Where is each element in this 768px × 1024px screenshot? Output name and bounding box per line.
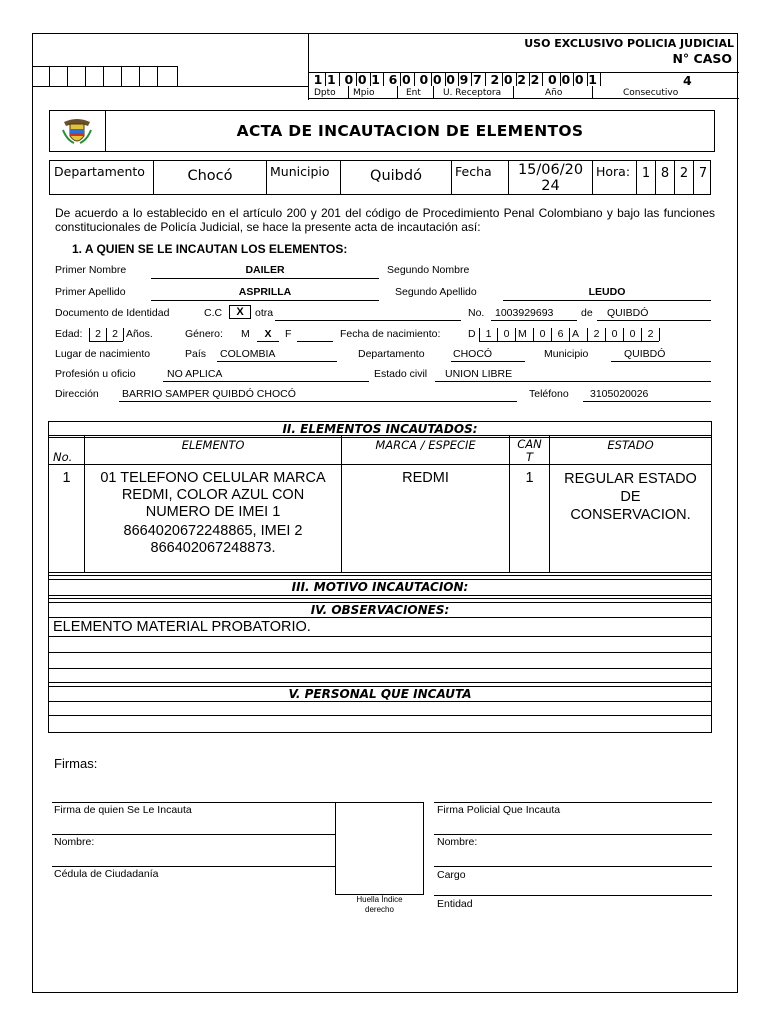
genero-f-label: F xyxy=(285,328,292,340)
primer-apellido-value: ASPRILLA xyxy=(238,286,292,298)
huella-label: Huella Índice derecho xyxy=(356,895,403,914)
case-digit: 2 xyxy=(490,72,500,87)
section5-title: V. PERSONAL QUE INCAUTA xyxy=(288,687,472,701)
case-digit: 0 xyxy=(344,72,354,87)
location-row xyxy=(49,160,711,195)
lugar-departamento-label: Departamento xyxy=(358,348,425,360)
segundo-nombre-label: Segundo Nombre xyxy=(387,264,470,276)
case-digit: 0 xyxy=(548,72,557,87)
documento-label: Documento de Identidad xyxy=(55,307,170,319)
cedula-incautado-label: Cédula de Ciudadanía xyxy=(54,868,159,880)
fecha-nacimiento-digit: 2 xyxy=(593,328,600,340)
case-digit: 0 xyxy=(402,72,411,87)
primer-nombre-label: Primer Nombre xyxy=(55,264,127,276)
dia-label: D xyxy=(468,328,476,340)
primer-nombre-value: DAILER xyxy=(245,264,285,276)
case-digit: 0 xyxy=(432,72,442,87)
documento-numero: 1003929693 xyxy=(495,307,554,319)
anio-code-label: Año xyxy=(545,88,563,98)
direccion-value: BARRIO SAMPER QUIBDÓ CHOCÓ xyxy=(122,388,296,400)
fecha-value: 15/06/20 24 xyxy=(517,162,584,194)
telefono-label: Teléfono xyxy=(529,388,569,400)
case-digit: 0 xyxy=(446,72,455,87)
case-digit: 7 xyxy=(473,72,482,87)
profesion-label: Profesión u oficio xyxy=(55,368,136,380)
huella-box xyxy=(335,802,424,895)
form-page xyxy=(32,33,738,993)
lugar-municipio-label: Municipio xyxy=(544,348,589,360)
fecha-nacimiento-digit: 2 xyxy=(647,328,654,340)
genero-mark: X xyxy=(264,328,272,340)
pais-value: COLOMBIA xyxy=(220,348,276,360)
fecha-nacimiento-digit: 0 xyxy=(629,328,636,340)
case-digit: 1 xyxy=(313,72,323,87)
cc-checkbox: X xyxy=(229,305,251,319)
case-digit: 2 xyxy=(530,72,540,87)
fecha-nacimiento-part-label: M xyxy=(518,328,527,340)
section4-title: IV. OBSERVACIONES: xyxy=(310,603,450,617)
hora-digit: 8 xyxy=(660,166,670,181)
row-marca: REDMI xyxy=(402,470,449,486)
departamento-value: Chocó xyxy=(187,168,233,184)
observaciones-text: ELEMENTO MATERIAL PROBATORIO. xyxy=(53,619,311,635)
case-digit: 1 xyxy=(588,72,597,87)
row-elemento: 01 TELEFONO CELULAR MARCA REDMI, COLOR AZUL CON NUMERO DE IMEI 1 8664020672248865, IMEI 2 866402067248873. xyxy=(100,470,326,556)
pais-label: País xyxy=(185,348,207,360)
lugar-nacimiento-label: Lugar de nacimiento xyxy=(55,348,151,360)
departamento-label: Departamento xyxy=(54,164,145,179)
de-label: de xyxy=(581,307,593,319)
estado-civil-value: UNION LIBRE xyxy=(445,368,513,380)
hora-digit: 2 xyxy=(679,166,689,181)
fecha-nacimiento-digit: 1 xyxy=(485,328,492,340)
telefono-value: 3105020026 xyxy=(590,388,649,400)
section1-title: 1. A QUIEN SE LE INCAUTAN LOS ELEMENTOS: xyxy=(72,242,348,256)
documento-expedicion: QUIBDÓ xyxy=(607,307,649,319)
case-digit: 9 xyxy=(459,72,469,87)
case-digit: 6 xyxy=(388,72,398,87)
nombre-policial-label: Nombre: xyxy=(437,836,478,848)
intro-paragraph: De acuerdo a lo establecido en el artículo 200 y 201 del código de Procedimiento Penal Colombiano y bajo las funciones constitucionales de Policía Judicial, se hace la presente acta de incautación así: xyxy=(55,206,715,234)
no-label: No. xyxy=(468,307,485,319)
edad-label: Edad: xyxy=(55,328,83,340)
fecha-label: Fecha xyxy=(455,164,492,179)
genero-m-label: M xyxy=(241,328,250,340)
case-digit: 0 xyxy=(503,72,513,87)
title-box xyxy=(49,110,715,152)
lugar-departamento-value: CHOCÓ xyxy=(453,348,493,360)
case-digit: 0 xyxy=(357,72,367,87)
segundo-apellido-value: LEUDO xyxy=(588,286,626,298)
fecha-nacimiento-digit: 0 xyxy=(503,328,510,340)
nombre-incautado-label: Nombre: xyxy=(54,836,95,848)
edad-digit: 2 xyxy=(112,328,118,340)
form-title: ACTA DE INCAUTACION DE ELEMENTOS xyxy=(236,122,584,140)
fecha-nacimiento-label: Fecha de nacimiento: xyxy=(340,328,441,340)
hora-label: Hora: xyxy=(596,164,631,179)
row-estado: REGULAR ESTADO DE CONSERVACION. xyxy=(564,471,697,523)
caso-tail: 4 xyxy=(683,73,692,88)
row-no: 1 xyxy=(62,470,71,486)
edad-digit: 2 xyxy=(95,328,101,340)
entidad-label: Entidad xyxy=(437,898,473,910)
case-digit: 1 xyxy=(327,72,336,87)
firma-policial-label: Firma Policial Que Incauta xyxy=(437,804,561,816)
estado-civil-label: Estado civil xyxy=(374,368,428,380)
section3-title: III. MOTIVO INCAUTACION: xyxy=(291,580,469,594)
mpio-code-label: Mpio xyxy=(353,88,375,98)
colombia-coat-of-arms-icon xyxy=(58,116,96,148)
municipio-value: Quibdó xyxy=(370,168,422,184)
elementos-table xyxy=(48,421,712,733)
cc-label: C.C xyxy=(204,307,223,319)
profesion-value: NO APLICA xyxy=(167,368,223,380)
direccion-label: Dirección xyxy=(55,388,99,400)
fecha-nacimiento-part-label: A xyxy=(572,328,580,340)
fecha-nacimiento-digit: 6 xyxy=(557,328,564,340)
genero-label: Género: xyxy=(185,328,223,340)
col-elemento-header: ELEMENTO xyxy=(181,438,245,452)
row-cant: 1 xyxy=(525,470,534,486)
primer-apellido-label: Primer Apellido xyxy=(55,286,126,298)
fecha-nacimiento-digit: 0 xyxy=(539,328,546,340)
firmas-label: Firmas: xyxy=(54,756,98,771)
municipio-label: Municipio xyxy=(270,164,330,179)
lugar-municipio-value: QUIBDÓ xyxy=(624,348,666,360)
dpto-code-label: Dpto xyxy=(314,88,336,98)
header-divider xyxy=(308,34,309,100)
case-digit: 0 xyxy=(574,72,584,87)
caso-label: N° CASO xyxy=(672,51,732,66)
case-number-digits xyxy=(308,72,739,88)
section2-title: II. ELEMENTOS INCAUTADOS: xyxy=(282,422,478,436)
case-digit: 2 xyxy=(517,72,526,87)
segundo-apellido-label: Segundo Apellido xyxy=(395,286,477,298)
case-digit: 0 xyxy=(419,72,429,87)
col-marca-header: MARCA / ESPECIE xyxy=(375,438,476,452)
otra-label: otra xyxy=(255,307,274,319)
hora-digit: 7 xyxy=(698,166,708,181)
anos-label: Años. xyxy=(126,328,153,340)
col-cant-header: CAN T xyxy=(517,437,542,464)
fecha-nacimiento-digit: 0 xyxy=(611,328,618,340)
firma-incautado-label: Firma de quien Se Le Incauta xyxy=(54,804,192,816)
col-estado-header: ESTADO xyxy=(607,438,654,452)
receptora-code-label: U. Receptora xyxy=(443,88,502,98)
cargo-label: Cargo xyxy=(437,869,466,881)
case-digit: 1 xyxy=(371,72,380,87)
col-no-header: No. xyxy=(53,450,73,464)
hora-digit: 1 xyxy=(641,166,651,181)
consecutivo-code-label: Consecutivo xyxy=(623,88,679,98)
fecha-nacimiento-cells xyxy=(479,328,711,342)
uso-exclusivo-label: USO EXCLUSIVO POLICIA JUDICIAL xyxy=(524,37,734,50)
ent-code-label: Ent xyxy=(406,88,421,98)
case-digit: 0 xyxy=(561,72,571,87)
